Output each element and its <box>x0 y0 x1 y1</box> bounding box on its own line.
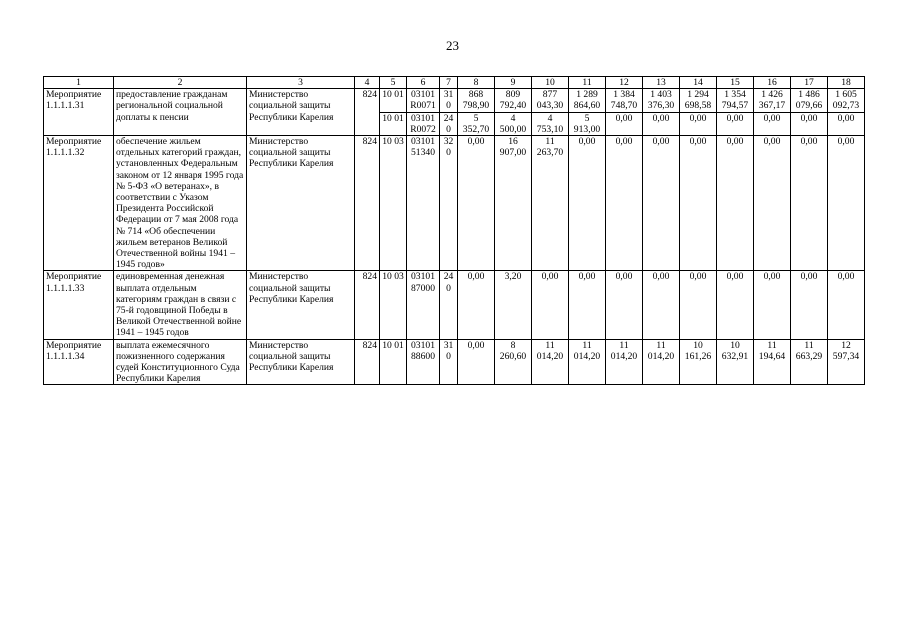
value-cell: 0,00 <box>828 112 865 135</box>
value-cell: 1 403 376,30 <box>643 89 680 112</box>
description-cell: единовременная денежная выплата отдельным категориям граждан в связи с 75-й годовщиной Победы в Великой Отечественной войне 1941 – 1945 годов <box>114 271 247 339</box>
value-cell: 12 597,34 <box>828 339 865 385</box>
value-cell: 11 014,20 <box>643 339 680 385</box>
rz-cell: 10 01 <box>380 89 407 112</box>
value-cell: 0,00 <box>754 112 791 135</box>
header-cell: 10 <box>532 77 569 89</box>
vr-cell: 320 <box>440 136 458 271</box>
rz-cell: 10 03 <box>380 271 407 339</box>
header-cell: 7 <box>440 77 458 89</box>
page-number: 23 <box>446 38 459 53</box>
header-cell: 11 <box>569 77 606 89</box>
vr-cell: 240 <box>440 112 458 135</box>
value-cell: 16 907,00 <box>495 136 532 271</box>
header-cell: 3 <box>247 77 355 89</box>
value-cell: 0,00 <box>532 271 569 339</box>
value-cell: 0,00 <box>680 112 717 135</box>
value-cell: 11 014,20 <box>606 339 643 385</box>
value-cell: 0,00 <box>717 271 754 339</box>
description-cell: предоставление гражданам региональной социальной доплаты к пенсии <box>114 89 247 136</box>
csr-cell: 03101 88600 <box>407 339 440 385</box>
value-cell: 868 798,90 <box>458 89 495 112</box>
value-cell: 11 194,64 <box>754 339 791 385</box>
header-cell: 9 <box>495 77 532 89</box>
header-cell: 12 <box>606 77 643 89</box>
ministry-cell: Министерство социальной защиты Республики Карелия <box>247 89 355 136</box>
value-cell: 1 384 748,70 <box>606 89 643 112</box>
event-cell: Мероприятие 1.1.1.1.33 <box>44 271 114 339</box>
value-cell: 0,00 <box>828 136 865 271</box>
table-row <box>44 136 865 271</box>
ministry-cell: Министерство социальной защиты Республики Карелия <box>247 271 355 339</box>
value-cell: 11 663,29 <box>791 339 828 385</box>
value-cell: 8 260,60 <box>495 339 532 385</box>
value-cell: 1 354 794,57 <box>717 89 754 112</box>
value-cell: 0,00 <box>458 136 495 271</box>
value-cell: 0,00 <box>754 271 791 339</box>
header-cell: 2 <box>114 77 247 89</box>
rz-cell: 10 03 <box>380 136 407 271</box>
header-cell: 8 <box>458 77 495 89</box>
header-cell: 17 <box>791 77 828 89</box>
csr-cell: 03101 R0071 <box>407 89 440 112</box>
header-cell: 15 <box>717 77 754 89</box>
description-cell: обеспечение жильем отдельных категорий граждан, установленных Федеральным законом от 12 января 1995 года № 5-ФЗ «О ветеранах», в соответствии с Указом Президента Российской Федерации от 7 мая 2008 года № 714 «Об обеспечении жильем ветеранов Великой Отечественной войны 1941 – 1945 годов» <box>114 136 247 271</box>
value-cell: 0,00 <box>606 271 643 339</box>
value-cell: 0,00 <box>569 271 606 339</box>
value-cell: 809 792,40 <box>495 89 532 112</box>
value-cell: 0,00 <box>828 271 865 339</box>
value-cell: 1 486 079,66 <box>791 89 828 112</box>
table-row <box>44 339 865 385</box>
value-cell: 0,00 <box>791 112 828 135</box>
value-cell: 0,00 <box>643 136 680 271</box>
csr-cell: 03101 R0072 <box>407 112 440 135</box>
ministry-cell: Министерство социальной защиты Республики Карелия <box>247 339 355 385</box>
value-cell: 11 014,20 <box>532 339 569 385</box>
value-cell: 0,00 <box>680 271 717 339</box>
value-cell: 0,00 <box>643 112 680 135</box>
event-cell: Мероприятие 1.1.1.1.32 <box>44 136 114 271</box>
header-cell: 6 <box>407 77 440 89</box>
value-cell: 1 294 698,58 <box>680 89 717 112</box>
vr-cell: 240 <box>440 271 458 339</box>
value-cell: 0,00 <box>606 112 643 135</box>
rz-cell: 10 01 <box>380 112 407 135</box>
csr-cell: 03101 51340 <box>407 136 440 271</box>
description-cell: выплата ежемесячного пожизненного содержания судей Конституционного Суда Республики Карелия <box>114 339 247 385</box>
value-cell: 0,00 <box>458 271 495 339</box>
value-cell: 11 014,20 <box>569 339 606 385</box>
header-cell: 13 <box>643 77 680 89</box>
event-cell: Мероприятие 1.1.1.1.34 <box>44 339 114 385</box>
header-cell: 1 <box>44 77 114 89</box>
value-cell: 10 161,26 <box>680 339 717 385</box>
grbs-cell: 824 <box>355 136 380 271</box>
value-cell: 0,00 <box>754 136 791 271</box>
header-cell: 4 <box>355 77 380 89</box>
grbs-cell: 824 <box>355 89 380 112</box>
value-cell: 0,00 <box>606 136 643 271</box>
header-cell: 18 <box>828 77 865 89</box>
vr-cell: 310 <box>440 89 458 112</box>
table-row <box>44 89 865 112</box>
value-cell: 4 500,00 <box>495 112 532 135</box>
rz-cell: 10 01 <box>380 339 407 385</box>
grbs-cell: 824 <box>355 339 380 385</box>
table-row <box>44 271 865 339</box>
value-cell: 0,00 <box>717 112 754 135</box>
header-cell: 5 <box>380 77 407 89</box>
value-cell: 0,00 <box>569 136 606 271</box>
value-cell: 11 263,70 <box>532 136 569 271</box>
budget-table <box>43 76 865 385</box>
value-cell: 4 753,10 <box>532 112 569 135</box>
value-cell: 1 605 092,73 <box>828 89 865 112</box>
csr-cell: 03101 87000 <box>407 271 440 339</box>
grbs-cell-empty <box>355 112 380 135</box>
event-cell: Мероприятие 1.1.1.1.31 <box>44 89 114 136</box>
value-cell: 877 043,30 <box>532 89 569 112</box>
value-cell: 1 426 367,17 <box>754 89 791 112</box>
value-cell: 0,00 <box>717 136 754 271</box>
value-cell: 5 352,70 <box>458 112 495 135</box>
value-cell: 1 289 864,60 <box>569 89 606 112</box>
value-cell: 0,00 <box>643 271 680 339</box>
value-cell: 0,00 <box>458 339 495 385</box>
value-cell: 0,00 <box>791 271 828 339</box>
value-cell: 3,20 <box>495 271 532 339</box>
header-row <box>44 77 865 89</box>
value-cell: 10 632,91 <box>717 339 754 385</box>
vr-cell: 310 <box>440 339 458 385</box>
value-cell: 0,00 <box>791 136 828 271</box>
value-cell: 5 913,00 <box>569 112 606 135</box>
value-cell: 0,00 <box>680 136 717 271</box>
header-cell: 14 <box>680 77 717 89</box>
header-cell: 16 <box>754 77 791 89</box>
grbs-cell: 824 <box>355 271 380 339</box>
ministry-cell: Министерство социальной защиты Республики Карелия <box>247 136 355 271</box>
